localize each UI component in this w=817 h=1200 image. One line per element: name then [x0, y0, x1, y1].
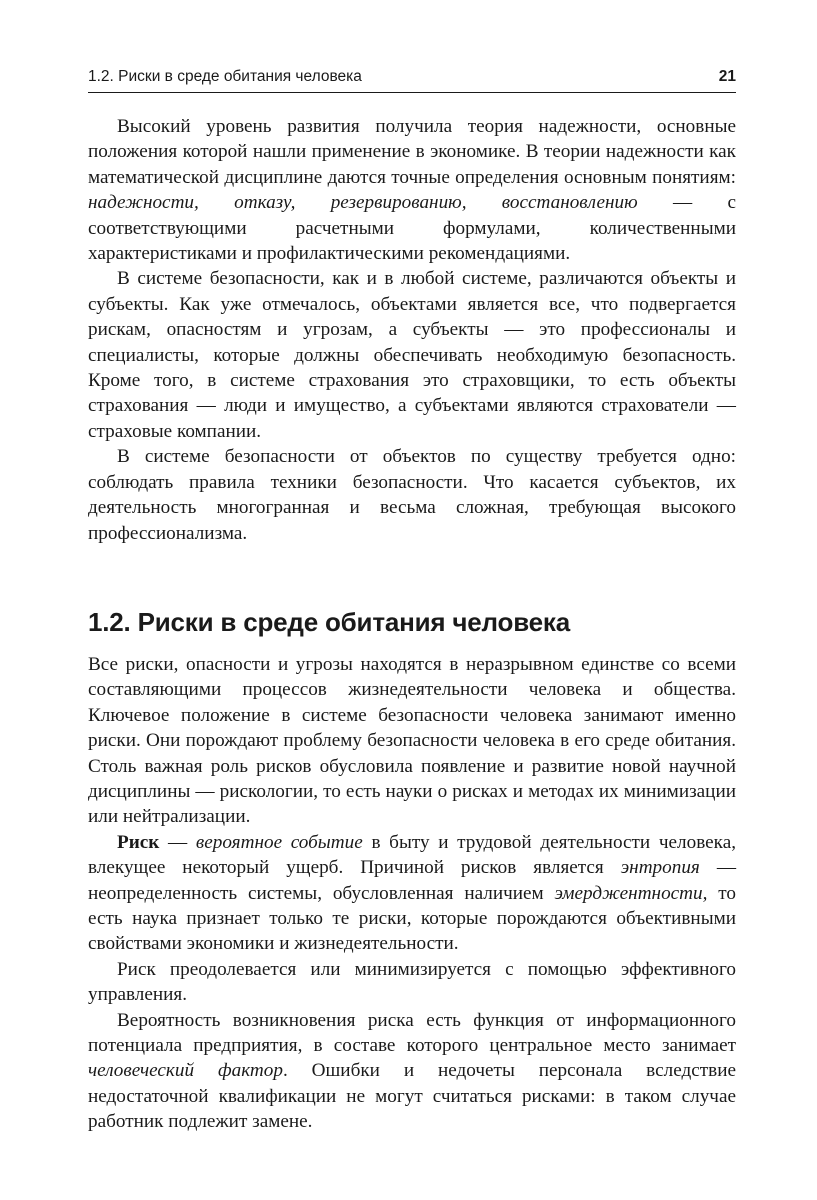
paragraph-text: — неопределенность системы, обусловленная наличием — [88, 857, 736, 904]
italic-term: энтропия — [620, 857, 700, 879]
paragraph-text: то есть наука признает только те риски, которые порождаются объективными свойствами экономики и жизнедеятельности. — [88, 882, 736, 955]
bold-term: Риск — [117, 831, 160, 853]
paragraph-text: — с соответствующими расчетными формулами, количественными характеристиками и профилактическими рекомендациями. — [88, 192, 736, 265]
page-body — [88, 114, 736, 1135]
paragraph-text: в быту и трудовой деятельности человека, влекущее некоторый ущерб. Причиной рисков является — [88, 831, 737, 879]
paragraph-risk-management: Риск преодолевается или минимизируется с помощью эффективного управления. — [88, 958, 736, 1006]
paragraph-safety-rules: В системе безопасности от объектов по существу требуется одно: соблюдать правила техники безопасности. Что касается субъектов, их деятельность многогранная и весьма сложная, требующая высокого профессионализма. — [88, 446, 736, 544]
paragraph-text: Вероятность возникновения риска есть функция от информационного потенциала предприятия, в составе которого центральное место занимает — [88, 1009, 736, 1056]
paragraph-risk-definition — [88, 830, 736, 957]
section-heading: 1.2. Риски в среде обитания человека — [88, 606, 570, 637]
book-page — [88, 68, 736, 1135]
running-header — [88, 68, 736, 93]
page-number: 21 — [718, 68, 736, 85]
italic-terms: надежности, отказу, резервированию, восстановлению — [88, 192, 638, 214]
paragraph-risks-intro: Все риски, опасности и угрозы находятся в неразрывном единстве со всеми составляющими процессов жизнедеятельности человека и общества. Ключевое положение в системе безопасности человека занимают именно риски. Они порождают проблему безопасности человека в его среде обитания. Столь важная роль рисков обусловила появление и развитие новой научной дисциплины — рискологии, то есть науки о рисках и методах их минимизации или нейтрализации. — [88, 653, 736, 828]
paragraph-reliability-theory — [88, 114, 736, 266]
paragraph-text: . Ошибки и недочеты персонала вследствие недостаточной квалификации не могут считаться рисками: в таком случае работник подлежит замене. — [88, 1060, 736, 1133]
italic-term: вероятное событие — [195, 831, 363, 853]
paragraph-text: — — [159, 831, 196, 853]
italic-term: эмерджентности, — [554, 882, 708, 904]
italic-term: человеческий фактор — [88, 1060, 283, 1082]
paragraph-risk-probability — [88, 1008, 736, 1135]
running-header-title: 1.2. Риски в среде обитания человека — [88, 68, 362, 85]
paragraph-text: Высокий уровень развития получила теория надежности, основные положения которой нашли применение в экономике. В теории надежности как математической дисциплине даются точные определения основным понятиям: — [88, 116, 736, 188]
paragraph-objects-subjects: В системе безопасности, как и в любой системе, различаются объекты и субъекты. Как уже отмечалось, объектами является все, что подвергается рискам, опасностям и угрозам, а субъекты — это профессионалы и специалисты, которые должны обеспечивать необходимую безопасность. Кроме того, в системе страхования это страховщики, то есть объекты страхования — люди и имущество, а субъектами являются страхователи — страховые компании. — [88, 268, 736, 442]
